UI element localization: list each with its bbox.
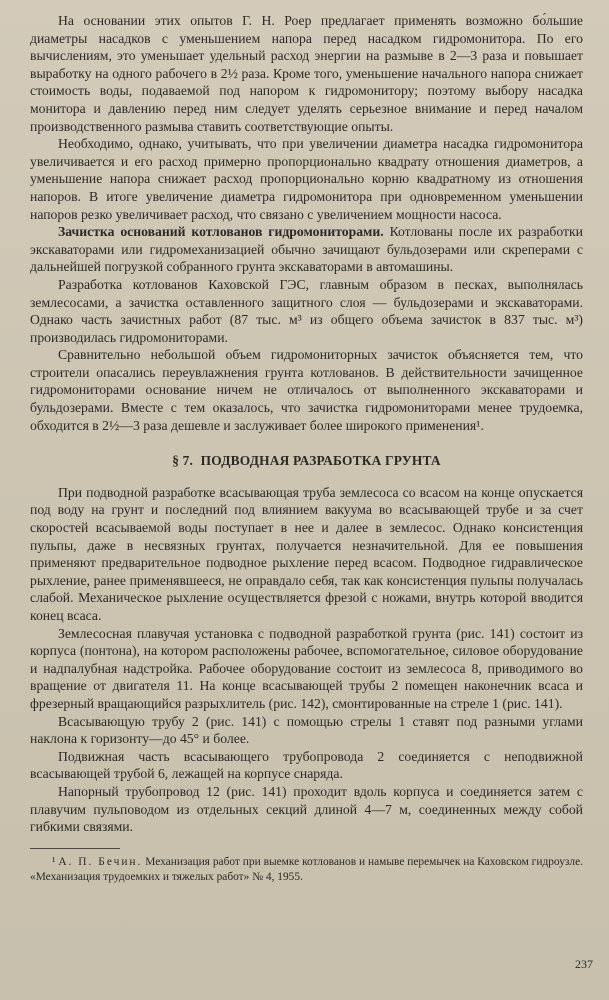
paragraph-text: Котлованы после их разработки экскаваторами или гидромеханизацией обычно зачищают бульдозерами или скреперами с дальнейшей погрузкой собранного грунта экскаваторами в автомашины. [30,224,583,275]
section-title: ПОДВОДНАЯ РАЗРАБОТКА ГРУНТА [200,453,441,469]
footnote-text: Механизация работ при выемке котлованов и намыве перемычек на Каховском гидроузле. «Механизация трудоемких и тяжелых работ» № 4, 1955. [30,855,583,883]
paragraph: Необходимо, однако, учитывать, что при увеличении диаметра насадка гидромонитора увеличивается и его расход примерно пропорционально квадрату отношения диаметров, а уменьшение напора снижает расход пропорционально корню квадратному из отношения напоров. В итоге увеличение диаметра гидромонитора при одновременном уменьшении напоров резко увеличивает расход, что связано с увеличением мощности насоса. [30,136,583,222]
section-number: § 7. [172,453,194,469]
footnote [30,855,583,885]
paragraph: Землесосная плавучая установка с подводной разработкой грунта (рис. 141) состоит из корпуса (понтона), на котором расположены рабочее, вспомогательное, силовое оборудование и надпалубная надстройка. Рабочее оборудование состоит из землесоса 8, приводимого во вращение от двигателя 11. На конце всасывающей трубы 2 помещен наконечник всаса и фрезерный вращающийся разрыхлитель (рис. 142), смонтированные на стреле 1 (рис. 141). [30,625,583,711]
footnote-marker: ¹ [52,855,56,868]
run-in-heading: Зачистка оснований котлованов гидромониторами. [58,224,384,240]
paragraph: Разработка котлованов Каховской ГЭС, главным образом в песках, выполнялась землесосами, а зачистка оставленного защитного слоя — бульдозерами и экскаваторами. Однако часть зачистных работ (87 тыс. м³ из общего объема зачисток в 837 тыс. м³) производилась гидромониторами. [30,276,583,345]
page-number: 237 [575,957,593,971]
section-heading [30,452,583,470]
body-text [30,12,583,836]
paragraph-cleanup [30,223,583,276]
paragraph: Напорный трубопровод 12 (рис. 141) проходит вдоль корпуса и соединяется затем с плавучим пульповодом из отдельных секций длиной 4—7 м, соединенных между собой гибкими связями. [30,783,583,835]
paragraph: Всасывающую трубу 2 (рис. 141) с помощью стрелы 1 ставят под разными углами наклона к горизонту—до 45° и более. [30,713,583,747]
footnote-author: А. П. Бечин. [58,855,143,868]
paragraph: При подводной разработке всасывающая труба землесоса со всасом на конце опускается под воду на грунт и последний под влиянием вакуума во всасывающей трубе и за счет скоростей всасываемой воды поступает в нее и далее в землесос. Однако консистенция пульпы, даже в несвязных грунтах, получается незначительной. Для ее повышения применяют предварительное подводное рыхление перед всасом. Подводное гидравлическое рыхление, ранее применявшееся, не оправдало себя, так как консистенция пульпы получалась слабой. Механическое рыхление осуществляется фрезой с ножами, внутрь которой вводится конец всаса. [30,484,583,623]
paragraph: Подвижная часть всасывающего трубопровода 2 соединяется с неподвижной всасывающей трубой 6, лежащей на корпусе снаряда. [30,748,583,782]
paragraph: На основании этих опытов Г. Н. Роер предлагает применять возможно бо́льшие диаметры насадков с уменьшением напора перед насадком гидромонитора. По его вычислениям, это уменьшает удельный расход энергии на размыве в 2—3 раза и повышает выработку на одного рабочего в 2½ раза. Кроме того, уменьшение начального напора снижает стоимость воды, подаваемой под напором к гидромонитору; поэтому выбору насадка монитора и давлению перед ним следует уделять серьезное внимание и перед началом производственного размыва ставить соответствующие опыты. [30,13,583,134]
footnote-divider [30,848,120,849]
paragraph: Сравнительно небольшой объем гидромониторных зачисток объясняется тем, что строители опасались переувлажнения грунта котлованов. В действительности зачищенное гидромониторами основание ничем не отличалось от выполненного экскаваторами и бульдозерами. Вместе с тем оказалось, что зачистка гидромониторами менее трудоемка, обходится в 2½—3 раза дешевле и заслуживает более широкого применения¹. [30,347,583,433]
